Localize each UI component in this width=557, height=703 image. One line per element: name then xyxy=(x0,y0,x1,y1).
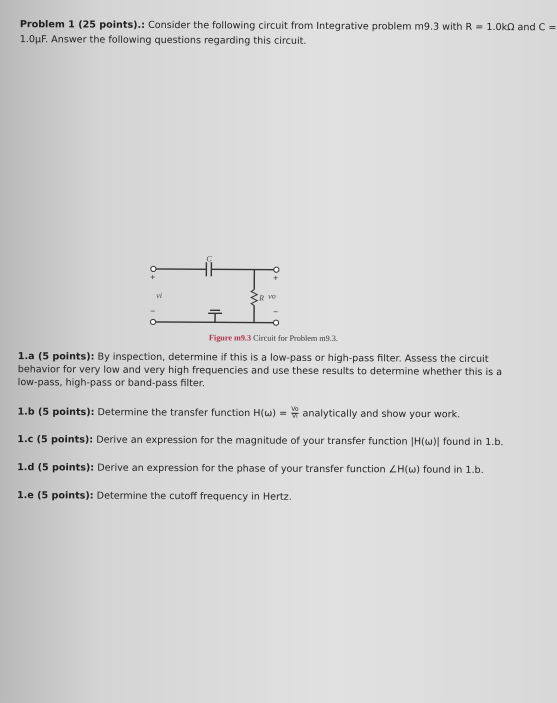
question-1c xyxy=(17,435,503,448)
input-minus-sign: − xyxy=(150,306,155,316)
question-1b-text-end: analytically and show your work. xyxy=(299,408,460,420)
problem-intro-line2: 1.0μF. Answer the following questions regarding this circuit. xyxy=(20,35,307,46)
question-1e-tag: 1.e (5 points): xyxy=(17,490,94,501)
fraction-denominator: Vi xyxy=(291,414,298,420)
output-plus-sign: + xyxy=(273,273,278,283)
question-1a-tag: 1.a (5 points): xyxy=(18,351,95,362)
question-1d-tag: 1.d (5 points): xyxy=(17,462,94,473)
question-1a-text: By inspection, determine if this is a low-pass or high-pass filter. Assess the circuit xyxy=(94,352,488,365)
problem-intro-text: Consider the following circuit from Integrative problem m9.3 with R = 1.0kΩ and C = xyxy=(145,20,556,34)
problem-title: Problem 1 (25 points).: xyxy=(20,19,145,31)
input-voltage-label: vi xyxy=(156,291,162,300)
question-1b-tag: 1.b (5 points): xyxy=(17,407,94,418)
question-1e-text: Determine the cutoff frequency in Hertz. xyxy=(94,491,292,503)
question-1e xyxy=(17,491,292,502)
question-1b-text: Determine the transfer function H(ω) = xyxy=(94,407,290,419)
fraction-numerator: Vo xyxy=(291,407,298,414)
resistor-label: R xyxy=(258,294,264,303)
question-1c-tag: 1.c (5 points): xyxy=(17,434,93,445)
figure-label: Figure m9.3 xyxy=(209,333,251,342)
problem-heading-line xyxy=(20,20,557,33)
input-plus-sign: + xyxy=(150,272,155,282)
output-voltage-label: vo xyxy=(268,292,276,301)
transfer-fraction xyxy=(291,407,298,420)
output-minus-sign: − xyxy=(273,307,278,317)
question-1a-line1 xyxy=(18,352,489,364)
figure-caption xyxy=(209,333,338,343)
question-1b xyxy=(17,405,460,421)
capacitor-label: C xyxy=(206,254,212,263)
figure-caption-text: Circuit for Problem m9.3. xyxy=(253,334,338,344)
question-1a-line3: low-pass, high-pass or band-pass filter. xyxy=(18,378,205,389)
circuit-diagram xyxy=(148,256,283,333)
question-1c-text: Derive an expression for the magnitude of your transfer function |H(ω)| found in 1.b. xyxy=(93,435,503,449)
question-1d xyxy=(17,463,484,475)
question-1a-line2: behavior for very low and very high frequencies and use these results to determine whether this is a xyxy=(18,365,502,378)
question-1d-text: Derive an expression for the phase of your transfer function ∠H(ω) found in 1.b. xyxy=(94,463,484,476)
